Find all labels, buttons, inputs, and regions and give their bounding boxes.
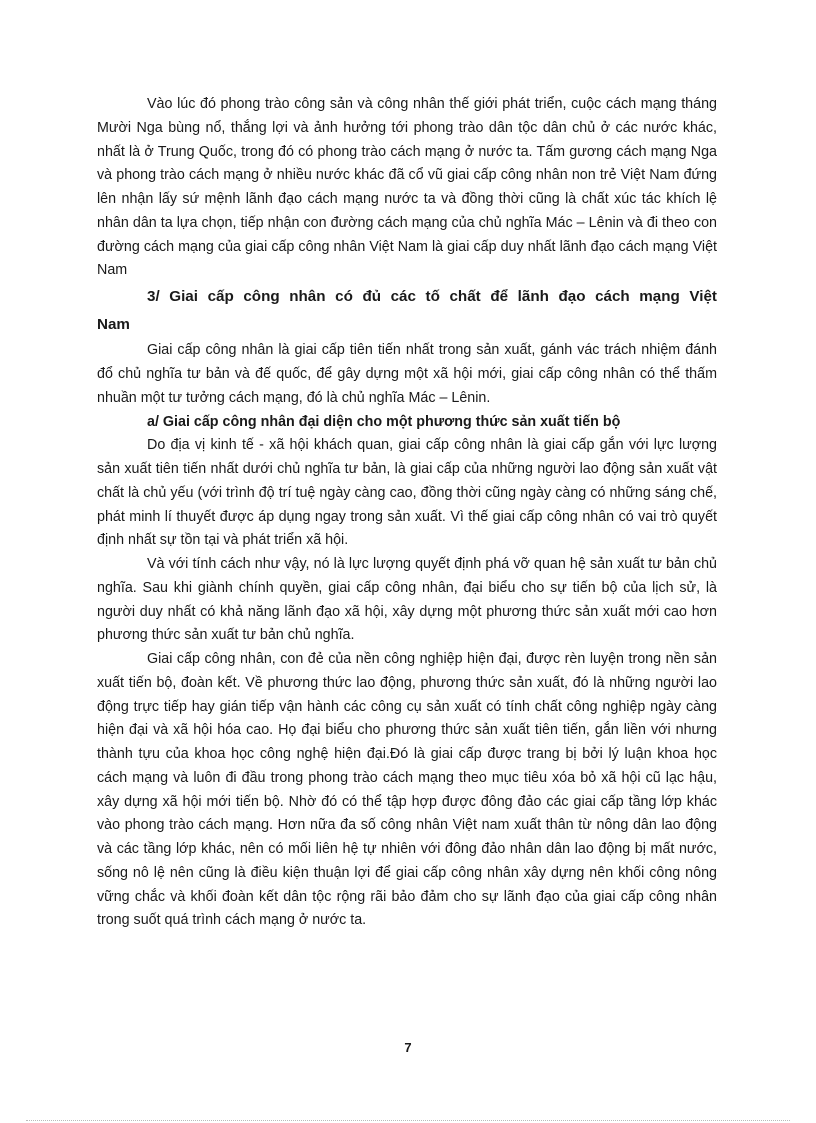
page-number: 7: [404, 1040, 412, 1055]
paragraph-section-3-intro: Giai cấp công nhân là giai cấp tiên tiến nhất trong sản xuất, gánh vác trách nhiệm đánh đổ chủ nghĩa tư bản và đế quốc, để gây dựng một xã hội mới, giai cấp công nhân có thể thấm nhuần một tư tưởng cách mạng, đó là chủ nghĩa Mác – Lênin.: [97, 342, 717, 406]
paragraph-decisive-force: Và với tính cách như vậy, nó là lực lượng quyết định phá vỡ quan hệ sản xuất tư bản chủ nghĩa. Sau khi giành chính quyền, giai cấp công nhân, đại biểu cho sự tiến bộ của lịch sử, là người duy nhất có khả năng lãnh đạo xã hội, xây dựng một phương thức sản xuất mới cao hơn phương thức sản xuất tư bản chủ nghĩa.: [97, 556, 717, 644]
paragraph-modern-industry: Giai cấp công nhân, con đẻ của nền công nghiệp hiện đại, được rèn luyện trong nền sản xuất tiến bộ, đoàn kết. Về phương thức lao động, phương thức sản xuất, đó là những người lao động trực tiếp hay gián tiếp vận hành các công cụ sản xuất có tính chất công nghiệp ngày càng hiện đại và xã hội hóa cao. Họ đại biểu cho phương thức sản xuất tiên tiến, gắn liền với nhưng thành tựu của khoa học công nghệ hiện đại.Đó là giai cấp được trang bị bởi lý luận khoa học cách mạng và luôn đi đầu trong phong trào cách mạng theo mục tiêu xóa bỏ xã hội cũ lạc hậu, xây dựng xã hội mới tiến bộ. Nhờ đó có thể tập hợp được đông đảo các giai cấp tầng lớp khác vào phong trào cách mạng. Hơn nữa đa số công nhân Việt nam xuất thân từ nông dân lao động và các tầng lớp khác, nên có mối liên hệ tự nhiên với đông đảo nhân dân lao động bị mất nước, sống nô lệ nên cũng là điều kiện thuận lợi để giai cấp công nhân xây dựng nên khối công nông vững chắc và khối đoàn kết dân tộc rộng rãi bảo đảm cho sự lãnh đạo của giai cấp công nhân trong suốt quá trình cách mạng ở nước ta.: [97, 651, 717, 929]
page-bottom-divider: [26, 1120, 790, 1121]
page-content: [97, 93, 717, 933]
paragraph-economic-position: Do địa vị kinh tế - xã hội khách quan, giai cấp công nhân là giai cấp gắn với lực lượng sản xuất tiên tiến nhất dưới chủ nghĩa tư bản, là giai cấp của những người lao động sản xuất vật chất là chủ yếu (với trình độ trí tuệ ngày càng cao, đồng thời cũng ngày càng có những sáng chế, phát minh lí thuyết được áp dụng ngay trong sản xuất. Vì thế giai cấp công nhân có vai trò quyết định nhất sự tồn tại và phát triển xã hội.: [97, 437, 717, 549]
paragraph-intro: Vào lúc đó phong trào công sản và công nhân thế giới phát triển, cuộc cách mạng tháng Mười Nga bùng nổ, thắng lợi và ảnh hưởng tới phong trào dân tộc dân chủ ở các nước khác, nhất là ở Trung Quốc, trong đó có phong trào cách mạng ở nước ta. Tấm gương cách mạng Nga và phong trào cách mạng ở nhiều nước khác đã cổ vũ giai cấp công nhân non trẻ Việt Nam đứng lên nhận lấy sứ mệnh lãnh đạo cách mạng nước ta và đồng thời cũng là chất xúc tác khích lệ nhân dân ta lựa chọn, tiếp nhận con đường cách mạng của chủ nghĩa Mác – Lênin và đi theo con đường cách mạng của giai cấp công nhân Việt Nam là giai cấp duy nhất lãnh đạo cách mạng Việt Nam: [97, 96, 717, 279]
subsection-heading-a: a/ Giai cấp công nhân đại diện cho một phương thức sản xuất tiến bộ: [147, 414, 621, 431]
section-heading-3: 3/ Giai cấp công nhân có đủ các tố chất để lãnh đạo cách mạng Việt Nam: [97, 288, 717, 333]
